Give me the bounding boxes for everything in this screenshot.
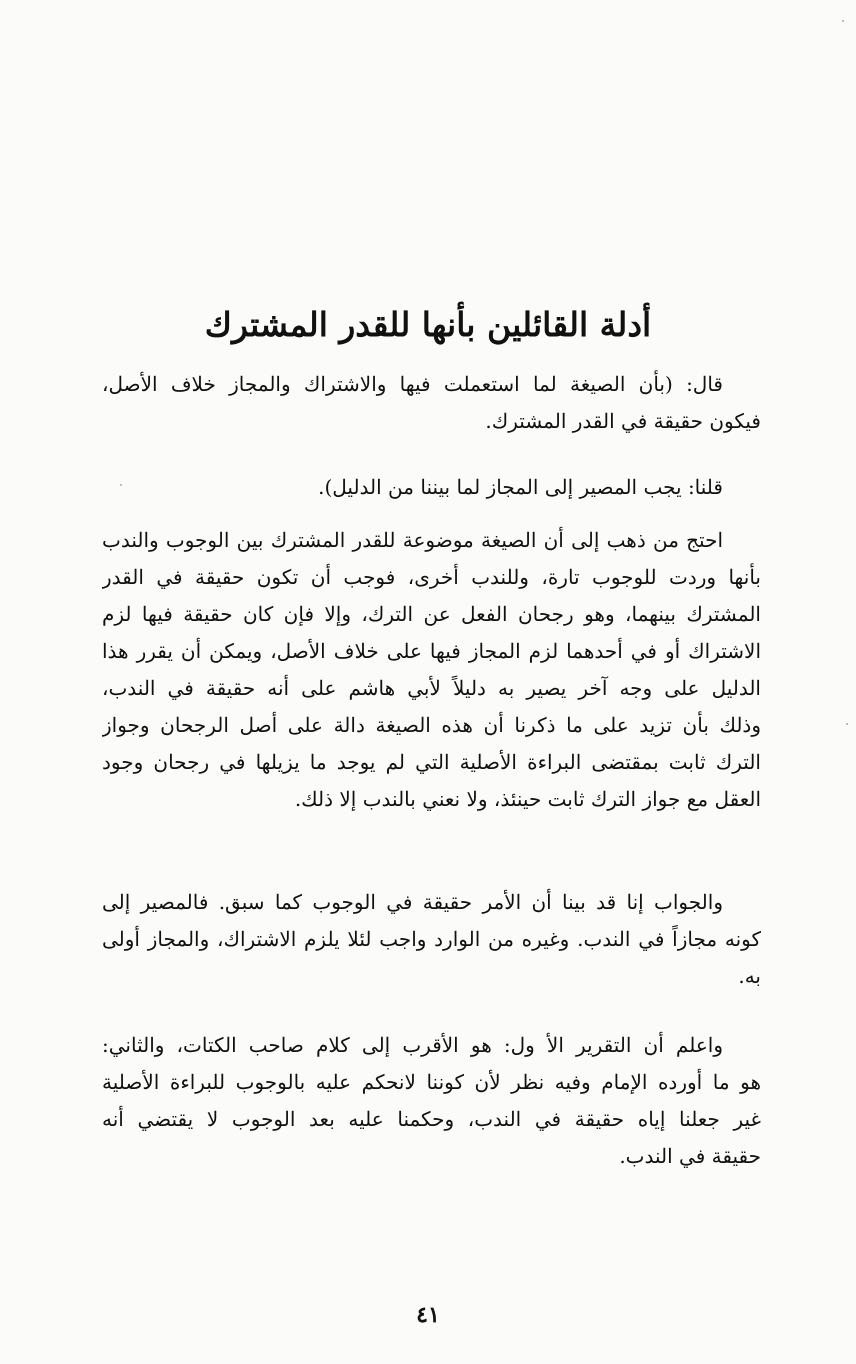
paragraph-answer — [102, 884, 761, 995]
text-line: العقل مع جواز الترك ثابت حينئذ، ولا نعني بالندب إلا ذلك. — [294, 787, 761, 811]
page-number: ٤١ — [416, 1302, 440, 1328]
text-line: كونه مجازاً في الندب. وغيره من الوارد واجب لئلا يلزم الاشتراك، والمجاز أولى — [102, 927, 761, 951]
paragraph-argument — [102, 522, 761, 818]
text-line: به. — [738, 964, 761, 988]
text-line: بأنها وردت للوجوب تارة، وللندب أخرى، فوجب أن تكون حقيقة في القدر — [102, 565, 761, 589]
paragraph-note — [102, 1027, 761, 1175]
section-heading: أدلة القائلين بأنها للقدر المشترك — [204, 305, 652, 344]
text-line: فيكون حقيقة في القدر المشترك. — [485, 409, 761, 433]
text-line: المشترك بينهما، وهو رجحان الفعل عن الترك، وإلا فإن كان حقيقة فيها لزم — [102, 602, 761, 626]
text-line: غير جعلنا إياه حقيقة في الندب، وحكمنا عليه بعد الوجوب لا يقتضي أنه — [102, 1107, 761, 1131]
text-line: هو ما أورده الإمام وفيه نظر لأن كوننا لانحكم عليه بالوجوب للبراءة الأصلية — [102, 1070, 761, 1094]
text-line: الدليل على وجه آخر يصير به دليلاً لأبي هاشم على أنه حقيقة في الندب، — [102, 676, 761, 700]
text-line: الاشتراك أو في أحدهما لزم المجاز فيها على خلاف الأصل، ويمكن أن يقرر هذا — [102, 639, 761, 663]
text-line: وذلك بأن تزيد على ما ذكرنا أن هذه الصيغة دالة على أصل الرجحان وجواز — [102, 713, 761, 737]
text-line: قلنا: يجب المصير إلى المجاز لما بيننا من الدليل). — [318, 475, 723, 499]
paragraph-quote-2 — [102, 469, 761, 506]
text-line: حقيقة في الندب. — [619, 1144, 761, 1168]
scan-speck — [846, 723, 848, 725]
text-line: قال: (بأن الصيغة لما استعملت فيها والاشتراك والمجاز خلاف الأصل، — [102, 372, 723, 396]
text-line: احتج من ذهب إلى أن الصيغة موضوعة للقدر المشترك بين الوجوب والندب — [102, 528, 723, 552]
text-line: الترك ثابت بمقتضى البراءة الأصلية التي لم يوجد ما يزيلها في رجحان وجود — [102, 750, 761, 774]
scan-speck — [120, 484, 122, 486]
text-line: والجواب إنا قد بينا أن الأمر حقيقة في الوجوب كما سبق. فالمصير إلى — [102, 890, 723, 914]
paragraph-quote-1 — [102, 366, 761, 440]
text-line: واعلم أن التقرير الأ ول: هو الأقرب إلى كلام صاحب الكتات، والثاني: — [102, 1033, 723, 1057]
scan-speck — [842, 20, 844, 22]
